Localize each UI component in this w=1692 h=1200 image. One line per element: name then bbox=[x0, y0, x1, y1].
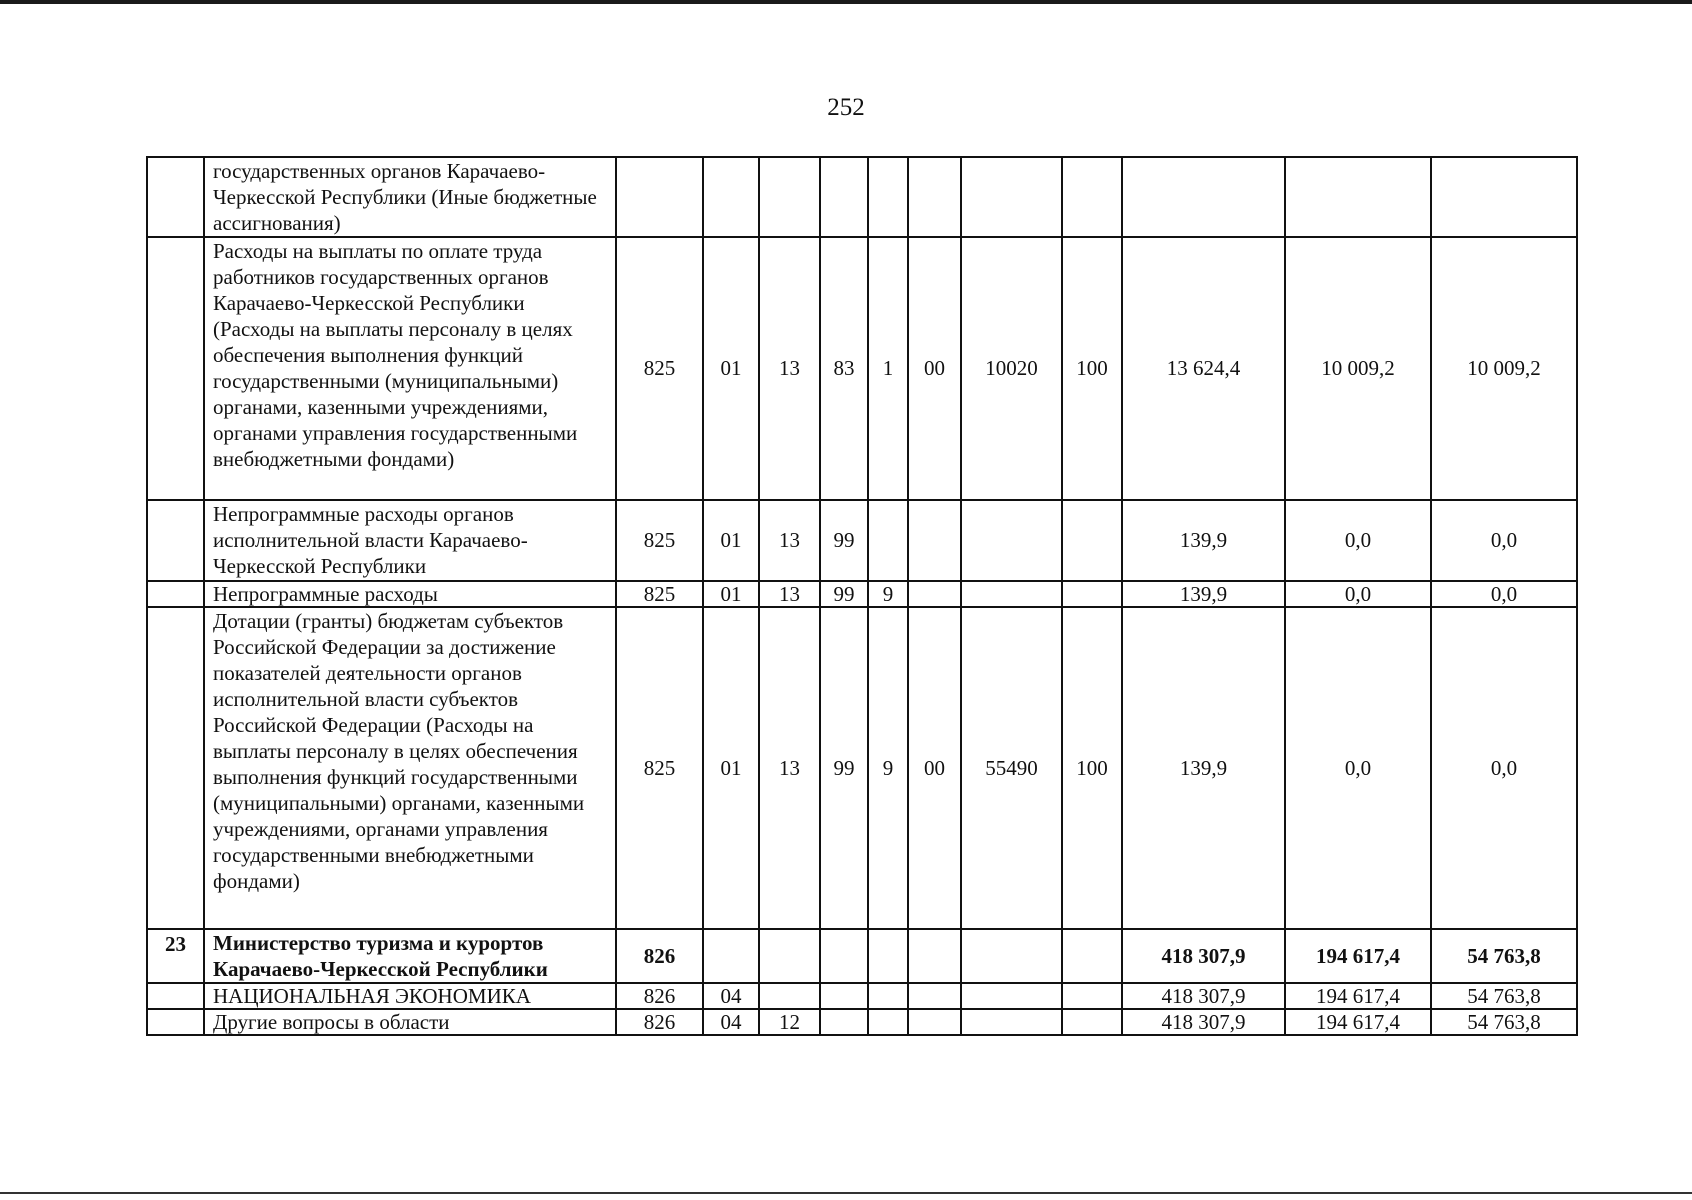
amount-year-3: 10 009,2 bbox=[1431, 237, 1577, 500]
amount-year-2: 194 617,4 bbox=[1285, 1009, 1431, 1035]
amount-year-1: 139,9 bbox=[1122, 500, 1285, 581]
target-article-subprogram: 9 bbox=[868, 581, 908, 607]
amount-year-2: 194 617,4 bbox=[1285, 929, 1431, 983]
ministry-name: Министерство туризма и курортов Карачаево-Черкесской Республики bbox=[204, 929, 616, 983]
target-article-subprogram: 9 bbox=[868, 607, 908, 929]
ved-code: 825 bbox=[616, 237, 703, 500]
amount-year-2: 0,0 bbox=[1285, 500, 1431, 581]
target-article-program: 99 bbox=[820, 607, 868, 929]
target-article-direction: 55490 bbox=[961, 607, 1062, 929]
target-article-direction bbox=[961, 500, 1062, 581]
target-article-event bbox=[908, 500, 961, 581]
target-article-subprogram bbox=[868, 500, 908, 581]
table-row bbox=[147, 1009, 1577, 1035]
table-row bbox=[147, 157, 1577, 237]
amount-year-1 bbox=[1122, 157, 1285, 237]
target-article-event: 00 bbox=[908, 237, 961, 500]
target-article-direction: 10020 bbox=[961, 237, 1062, 500]
table-row bbox=[147, 237, 1577, 500]
amount-year-1: 418 307,9 bbox=[1122, 929, 1285, 983]
ved-code: 826 bbox=[616, 929, 703, 983]
target-article-subprogram bbox=[868, 157, 908, 237]
target-article-event bbox=[908, 157, 961, 237]
target-article-program: 83 bbox=[820, 237, 868, 500]
subsection-code: 12 bbox=[759, 1009, 820, 1035]
expense-type-code bbox=[1062, 1009, 1122, 1035]
target-article-event bbox=[908, 1009, 961, 1035]
amount-year-3: 54 763,8 bbox=[1431, 1009, 1577, 1035]
expense-type-code bbox=[1062, 157, 1122, 237]
amount-year-1: 139,9 bbox=[1122, 607, 1285, 929]
row-number bbox=[147, 1009, 204, 1035]
amount-year-2 bbox=[1285, 157, 1431, 237]
row-number bbox=[147, 581, 204, 607]
table-row bbox=[147, 581, 1577, 607]
target-article-event: 00 bbox=[908, 607, 961, 929]
target-article-subprogram bbox=[868, 1009, 908, 1035]
target-article-subprogram bbox=[868, 929, 908, 983]
expense-name: государственных органов Карачаево-Черкесской Республики (Иные бюджетные ассигнования) bbox=[204, 157, 616, 237]
subsection-code: 13 bbox=[759, 607, 820, 929]
ved-code bbox=[616, 157, 703, 237]
target-article-subprogram: 1 bbox=[868, 237, 908, 500]
amount-year-1: 418 307,9 bbox=[1122, 983, 1285, 1009]
expense-type-code: 100 bbox=[1062, 237, 1122, 500]
amount-year-3: 54 763,8 bbox=[1431, 929, 1577, 983]
page-number: 252 bbox=[827, 94, 865, 121]
ved-code: 825 bbox=[616, 581, 703, 607]
amount-year-2: 194 617,4 bbox=[1285, 983, 1431, 1009]
table-row bbox=[147, 500, 1577, 581]
table-row-ministry bbox=[147, 929, 1577, 983]
amount-year-2: 0,0 bbox=[1285, 581, 1431, 607]
target-article-program bbox=[820, 929, 868, 983]
amount-year-3: 0,0 bbox=[1431, 500, 1577, 581]
amount-year-1: 13 624,4 bbox=[1122, 237, 1285, 500]
amount-year-3 bbox=[1431, 157, 1577, 237]
row-number bbox=[147, 237, 204, 500]
section-code: 04 bbox=[703, 1009, 759, 1035]
expense-type-code bbox=[1062, 500, 1122, 581]
target-article-program: 99 bbox=[820, 500, 868, 581]
subsection-code: 13 bbox=[759, 500, 820, 581]
expense-type-code: 100 bbox=[1062, 607, 1122, 929]
target-article-direction bbox=[961, 157, 1062, 237]
amount-year-3: 54 763,8 bbox=[1431, 983, 1577, 1009]
amount-year-3: 0,0 bbox=[1431, 581, 1577, 607]
budget-table bbox=[146, 156, 1578, 1036]
target-article-program bbox=[820, 1009, 868, 1035]
amount-year-2: 10 009,2 bbox=[1285, 237, 1431, 500]
expense-type-code bbox=[1062, 581, 1122, 607]
section-code bbox=[703, 929, 759, 983]
amount-year-3: 0,0 bbox=[1431, 607, 1577, 929]
row-number bbox=[147, 500, 204, 581]
subsection-code bbox=[759, 157, 820, 237]
target-article-program bbox=[820, 157, 868, 237]
target-article-direction bbox=[961, 929, 1062, 983]
section-code: 01 bbox=[703, 500, 759, 581]
expense-name: Непрограммные расходы bbox=[204, 581, 616, 607]
table-row bbox=[147, 607, 1577, 929]
subsection-code bbox=[759, 929, 820, 983]
expense-name: Другие вопросы в области bbox=[204, 1009, 616, 1035]
target-article-direction bbox=[961, 581, 1062, 607]
target-article-program: 99 bbox=[820, 581, 868, 607]
row-number bbox=[147, 607, 204, 929]
expense-type-code bbox=[1062, 983, 1122, 1009]
target-article-event bbox=[908, 581, 961, 607]
row-number bbox=[147, 983, 204, 1009]
table-row bbox=[147, 983, 1577, 1009]
ved-code: 826 bbox=[616, 1009, 703, 1035]
amount-year-1: 418 307,9 bbox=[1122, 1009, 1285, 1035]
subsection-code: 13 bbox=[759, 581, 820, 607]
ved-code: 825 bbox=[616, 607, 703, 929]
target-article-program bbox=[820, 983, 868, 1009]
row-number bbox=[147, 157, 204, 237]
subsection-code bbox=[759, 983, 820, 1009]
bottom-border-rule bbox=[0, 1192, 1692, 1194]
ved-code: 826 bbox=[616, 983, 703, 1009]
top-border-rule bbox=[0, 0, 1692, 4]
target-article-event bbox=[908, 983, 961, 1009]
target-article-direction bbox=[961, 983, 1062, 1009]
expense-name: Дотации (гранты) бюджетам субъектов Российской Федерации за достижение показателей деятельности органов исполнительной власти субъектов Российской Федерации (Расходы на выплаты персоналу в целях обеспечения выполнения функций государственными (муниципальными) органами, казенными учреждениями, органами управления государственными внебюджетными фондами) bbox=[204, 607, 616, 929]
amount-year-1: 139,9 bbox=[1122, 581, 1285, 607]
target-article-subprogram bbox=[868, 983, 908, 1009]
section-code: 01 bbox=[703, 581, 759, 607]
section-code bbox=[703, 157, 759, 237]
expense-type-code bbox=[1062, 929, 1122, 983]
row-number: 23 bbox=[147, 929, 204, 983]
subsection-code: 13 bbox=[759, 237, 820, 500]
target-article-event bbox=[908, 929, 961, 983]
section-code: 01 bbox=[703, 237, 759, 500]
section-code: 04 bbox=[703, 983, 759, 1009]
ved-code: 825 bbox=[616, 500, 703, 581]
expense-name: Непрограммные расходы органов исполнительной власти Карачаево-Черкесской Республики bbox=[204, 500, 616, 581]
target-article-direction bbox=[961, 1009, 1062, 1035]
expense-name: НАЦИОНАЛЬНАЯ ЭКОНОМИКА bbox=[204, 983, 616, 1009]
expense-name: Расходы на выплаты по оплате труда работников государственных органов Карачаево-Черкесской Республики (Расходы на выплаты персоналу в целях обеспечения выполнения функций государственными (муниципальными) органами, казенными учреждениями, органами управления государственными внебюджетными фондами) bbox=[204, 237, 616, 500]
amount-year-2: 0,0 bbox=[1285, 607, 1431, 929]
section-code: 01 bbox=[703, 607, 759, 929]
